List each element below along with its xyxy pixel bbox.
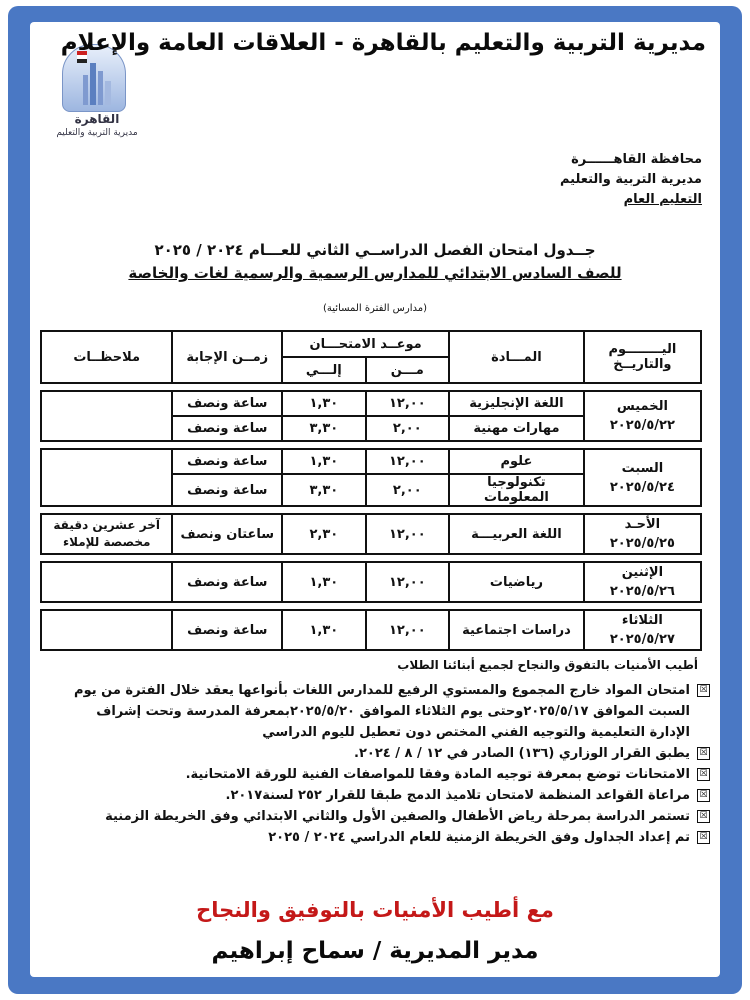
schedule-subtitle: للصف السادس الابتدائي للمدارس الرسمية والرسمية لغات والخاصة [128, 264, 622, 282]
table-row [41, 514, 701, 554]
schedule-title: جــدول امتحان الفصل الدراســي الثاني للعـــام ٢٠٢٤ / ٢٠٢٥ [154, 241, 596, 259]
subject-cell: مهارات مهنية [449, 416, 584, 441]
period-note: (مدارس الفترة المسائية) [323, 303, 427, 314]
notes-list [60, 680, 710, 848]
checkbox-icon: ☒ [697, 768, 710, 781]
sender-directorate: مديرية التربية والتعليم [559, 172, 702, 187]
duration-cell: ساعة ونصف [172, 562, 282, 602]
time-to-cell: ١,٣٠ [282, 610, 365, 650]
notes-cell [41, 610, 172, 650]
header-banner [22, 10, 712, 138]
duration-cell: ساعة ونصف [172, 474, 282, 506]
checkbox-icon: ☒ [697, 810, 710, 823]
col-header-duration: زمــن الإجابة [172, 331, 282, 383]
sender-governorate: محافظة القاهــــــرة [571, 152, 702, 167]
checkbox-icon: ☒ [697, 789, 710, 802]
table-row [41, 449, 701, 474]
checkbox-icon: ☒ [697, 684, 710, 697]
day-cell: الخميس ٢٠٢٥/٥/٢٢ [584, 391, 701, 441]
list-item: ☒ الامتحانات توضع بمعرفة توجيه المادة وفقا للمواصفات الفنية للورقة الامتحانية. [60, 764, 710, 785]
list-item: ☒ يطبق القرار الوزاري (١٣٦) الصادر في ١٢ / ٨ / ٢٠٢٤. [60, 743, 710, 764]
table-row [41, 391, 701, 416]
table-row [41, 610, 701, 650]
day-cell: السبت ٢٠٢٥/٥/٢٤ [584, 449, 701, 506]
time-from-cell: ٢,٠٠ [366, 474, 450, 506]
col-header-subject: المـــادة [449, 331, 584, 383]
subject-cell: تكنولوجيا المعلومات [449, 474, 584, 506]
col-header-notes: ملاحظــات [41, 331, 172, 383]
day-cell: الإثنين ٢٠٢٥/٥/٢٦ [584, 562, 701, 602]
sender-block [560, 150, 702, 210]
subject-cell: اللغة الإنجليزية [449, 391, 584, 416]
exam-schedule-table [40, 330, 702, 651]
time-from-cell: ١٢,٠٠ [366, 610, 450, 650]
logo-caption: القاهرة [74, 112, 120, 126]
col-header-from: مـــن [366, 357, 450, 383]
subject-cell: علوم [449, 449, 584, 474]
duration-cell: ساعتان ونصف [172, 514, 282, 554]
subject-cell: اللغة العربيـــة [449, 514, 584, 554]
col-header-schedule: موعــد الامتحـــان [282, 331, 449, 357]
col-header-to: إلـــي [282, 357, 365, 383]
time-from-cell: ١٢,٠٠ [366, 514, 450, 554]
director-signature: مدير المديرية / سماح إبراهيم [211, 938, 539, 964]
time-to-cell: ١,٣٠ [282, 562, 365, 602]
time-to-cell: ٣,٣٠ [282, 474, 365, 506]
time-from-cell: ١٢,٠٠ [366, 449, 450, 474]
time-to-cell: ١,٣٠ [282, 449, 365, 474]
header-title: مديرية التربية والتعليم بالقاهرة - العلاقات العامة والإعلام [60, 30, 706, 56]
closing-wishes: مع أطيب الأمنيات بالتوفيق والنجاح [196, 898, 554, 922]
time-to-cell: ١,٣٠ [282, 391, 365, 416]
time-from-cell: ٢,٠٠ [366, 416, 450, 441]
time-from-cell: ١٢,٠٠ [366, 562, 450, 602]
duration-cell: ساعة ونصف [172, 416, 282, 441]
duration-cell: ساعة ونصف [172, 391, 282, 416]
time-to-cell: ٢,٣٠ [282, 514, 365, 554]
day-cell: الأحـد ٢٠٢٥/٥/٢٥ [584, 514, 701, 554]
subject-cell: رياضيات [449, 562, 584, 602]
duration-cell: ساعة ونصف [172, 449, 282, 474]
sender-department: التعليم العام [623, 192, 702, 207]
time-from-cell: ١٢,٠٠ [366, 391, 450, 416]
notes-cell [41, 391, 172, 441]
logo-subcaption: مديرية التربية والتعليم [56, 128, 138, 138]
list-item: ☒ مراعاة القواعد المنظمة لامتحان تلاميذ الدمج طبقا للقرار ٢٥٢ لسنة٢٠١٧. [60, 785, 710, 806]
list-item: ☒ تستمر الدراسة بمرحلة رياض الأطفال والصفين الأول والثاني الابتدائي وفق الخريطة الزمنية [60, 806, 710, 827]
notes-cell: آخر عشرين دقيقة مخصصة للإملاء [41, 514, 172, 554]
notes-cell [41, 449, 172, 506]
time-to-cell: ٣,٣٠ [282, 416, 365, 441]
subject-cell: دراسات اجتماعية [449, 610, 584, 650]
duration-cell: ساعة ونصف [172, 610, 282, 650]
col-header-day: اليــــــــوم والتاريــخ [584, 331, 701, 383]
day-cell: الثلاثاء ٢٠٢٥/٥/٢٧ [584, 610, 701, 650]
list-item: ☒ تم إعداد الجداول وفق الخريطة الزمنية للعام الدراسي ٢٠٢٤ / ٢٠٢٥ [60, 827, 710, 848]
checkbox-icon: ☒ [697, 831, 710, 844]
table-row [41, 562, 701, 602]
wishes-line: أطيب الأمنيات بالتفوق والنجاح لجميع أبنائنا الطلاب [397, 658, 698, 672]
checkbox-icon: ☒ [697, 747, 710, 760]
list-item: ☒ امتحان المواد خارج المجموع والمستوي الرفيع للمدارس اللغات بأنواعها يعقد خلال الفترة من يوم السبت الموافق ٢٠٢٥/٥/١٧وحتى يوم الثلاثاء الموافق ٢٠٢٥/٥/٢٠بمعرفة المدرسة وتحت إشراف الإدارة التعليمية والتوجيه الفني المختص دون تعطيل لليوم الدراسي [60, 680, 710, 743]
notes-cell [41, 562, 172, 602]
